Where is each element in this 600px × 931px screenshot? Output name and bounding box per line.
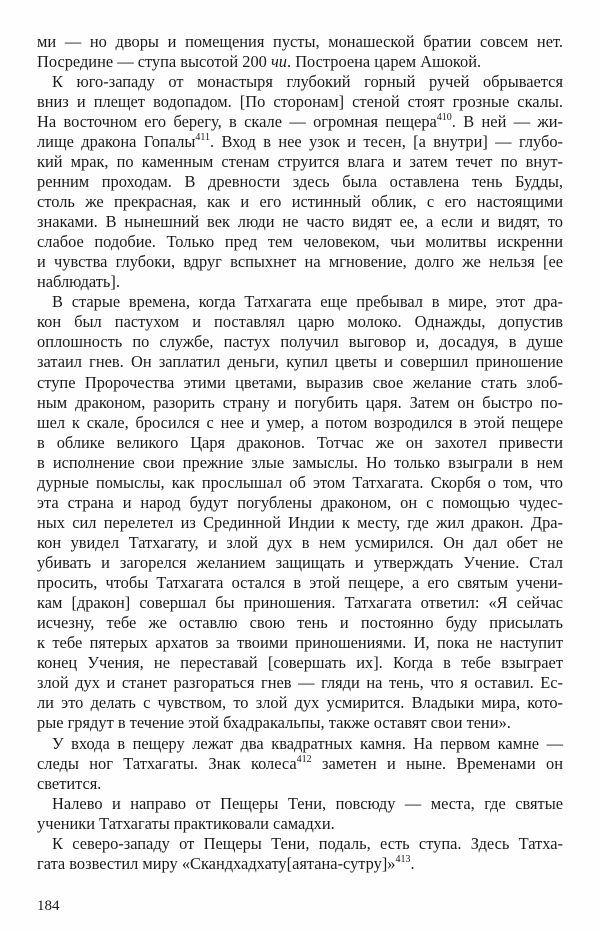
- text-line: [37, 453, 563, 473]
- italic-term: чи: [270, 52, 287, 71]
- text-line: [37, 754, 563, 774]
- text-run: Посредине — ступа высотой 200: [37, 52, 271, 71]
- text-run: . Построена царем Ашокой.: [287, 52, 482, 71]
- text-line: [37, 553, 563, 573]
- text-run: затаил гнев. Он заплатил деньги, купил цветы и совершил приношение: [37, 352, 563, 371]
- text-run: ли это делать с чувством, то злой дух усмирится. Владыки мира, кото-: [37, 693, 563, 712]
- text-run: конец Учения, не переставай [совершать их]. Когда в тебе взыграет: [37, 653, 563, 672]
- text-line: [37, 252, 563, 272]
- text-line: [37, 232, 563, 252]
- text-run: шел к скале, бросился с нее и умер, а потом возродился в этой пещере: [37, 413, 563, 432]
- text-line: [37, 573, 563, 593]
- text-line: [37, 693, 563, 713]
- text-run: кон увидел Татхагату, и злой дух в нем усмирился. Он дал обет не: [37, 533, 563, 552]
- text-run: У входа в пещеру лежат два квадратных камня. На первом камне —: [52, 734, 563, 753]
- footnote-marker: 411: [195, 132, 211, 143]
- text-run: . Вход в нее узок и тесен, [а внутри] — глубо-: [210, 132, 563, 151]
- text-run: светится.: [37, 774, 102, 793]
- text-run: ми — но дворы и помещения пусты, монашеской братии совсем нет.: [37, 32, 563, 51]
- text-run: ных сил перелетел из Срединной Индии к месту, где жил дракон. Дра-: [37, 513, 563, 532]
- footnote-marker: 412: [296, 754, 312, 765]
- text-run: эта страна и народ будут погублены драконом, он с помощью чудес-: [37, 493, 563, 512]
- text-line: [37, 613, 563, 633]
- text-line: [37, 393, 563, 413]
- text-line: [37, 172, 563, 192]
- text-run: Налево и направо от Пещеры Тени, повсюду — места, где святые: [52, 794, 563, 813]
- page-number: 184: [37, 898, 60, 914]
- text-line: [37, 52, 563, 72]
- text-line: [37, 653, 563, 673]
- text-line: [37, 814, 563, 834]
- text-line: [37, 352, 563, 372]
- text-run: рые грядут в течение этой бхадракальпы, также оставят свои тени».: [37, 713, 511, 732]
- text-run: вниз и плещет водопадом. [По сторонам] стеной стоят грозные скалы.: [37, 92, 563, 111]
- text-line: [37, 132, 563, 152]
- text-run: знаками. В нынешний век люди не часто видят ее, а если и видят, то: [37, 212, 563, 231]
- text-line: [37, 533, 563, 553]
- text-line: [37, 92, 563, 112]
- text-run: наблюдать].: [37, 272, 120, 291]
- text-line: [37, 493, 563, 513]
- text-line: [37, 433, 563, 453]
- text-run: . В ней — жи-: [451, 112, 563, 131]
- text-run: слабое подобие. Только пред тем человеком, чьи молитвы искренни: [37, 232, 563, 251]
- footnote-marker: 413: [395, 854, 411, 865]
- text-line: [52, 72, 563, 92]
- text-line: [37, 312, 563, 332]
- text-line: [37, 713, 563, 733]
- text-run: .: [410, 854, 415, 873]
- text-line: [52, 794, 563, 814]
- text-line: [37, 332, 563, 352]
- text-run: кам [дракон] совершал бы приношения. Татхагата ответил: «Я сейчас: [37, 593, 563, 612]
- text-line: [37, 854, 563, 874]
- footnote-marker: 410: [436, 112, 452, 123]
- text-line: [37, 272, 563, 292]
- text-run: ступе Пророчества этими цветами, выразив свое желание стать злоб-: [37, 373, 563, 392]
- text-run: в исполнение свои прежние злые замыслы. Но только взыграли в нем: [37, 453, 563, 472]
- text-run: злой дух и станет разгораться гнев — гляди на тень, что я оставил. Ес-: [37, 673, 563, 692]
- text-line: [52, 292, 563, 312]
- text-run: исчезну, тебе же оставлю свою тень и постоянно буду присылать: [37, 613, 563, 632]
- text-line: [37, 673, 563, 693]
- text-run: следы ног Татхагаты. Знак колеса: [37, 754, 297, 773]
- text-run: кий мрак, по каменным стенам струится влага и затем течет по внут-: [37, 152, 563, 171]
- text-line: [37, 212, 563, 232]
- text-run: ным драконом, разорить страну и погубить царя. Затем он быстро по-: [37, 393, 563, 412]
- text-run: К юго-западу от монастыря глубокий горный ручей обрывается: [52, 72, 563, 91]
- text-line: [37, 473, 563, 493]
- text-line: [37, 373, 563, 393]
- text-run: столь же прекрасная, как и его истинный облик, с его настоящими: [37, 192, 563, 211]
- text-run: На восточном его берегу, в скале — огромная пещера: [37, 112, 437, 131]
- text-line: [52, 834, 563, 854]
- text-run: ученики Татхагаты практиковали самадхи.: [37, 814, 335, 833]
- text-run: в облике великого Царя драконов. Тотчас же он захотел привести: [37, 433, 563, 452]
- text-line: [37, 112, 563, 132]
- text-run: и чувства глубоки, вдруг вспыхнет на мгновение, долго же нельзя [ее: [37, 252, 563, 271]
- text-run: ренним проходам. В древности здесь была оставлена тень Будды,: [37, 172, 563, 191]
- text-line: [37, 774, 563, 794]
- text-line: [52, 734, 563, 754]
- text-line: [37, 192, 563, 212]
- text-run: кон был пастухом и поставлял царю молоко. Однажды, допустив: [37, 312, 563, 331]
- text-line: [37, 413, 563, 433]
- text-line: [37, 32, 563, 52]
- text-run: лище дракона Гопалы: [37, 132, 196, 151]
- text-run: просить, чтобы Татхагата остался в этой пещере, а его святым учени-: [37, 573, 563, 592]
- text-run: заметен и ныне. Временами он: [311, 754, 563, 773]
- text-run: убивать и загорелся желанием защищать и утверждать Учение. Стал: [37, 553, 563, 572]
- text-line: [37, 513, 563, 533]
- text-run: дурные помыслы, как прослышал об этом Татхагата. Скорбя о том, что: [37, 473, 563, 492]
- text-line: [37, 593, 563, 613]
- text-run: к тебе пятерых архатов за твоими приношениями. И, пока не наступит: [37, 633, 563, 652]
- text-run: В старые времена, когда Татхагата еще пребывал в мире, этот дра-: [52, 292, 563, 311]
- text-run: К северо-западу от Пещеры Тени, подаль, есть ступа. Здесь Татха-: [52, 834, 563, 853]
- text-line: [37, 633, 563, 653]
- text-line: [37, 152, 563, 172]
- text-run: гата возвестил миру «Скандхадхату[аятана-сутру]»: [37, 854, 396, 873]
- text-run: оплошность по службе, пастух получил выговор и, досадуя, в душе: [37, 332, 563, 351]
